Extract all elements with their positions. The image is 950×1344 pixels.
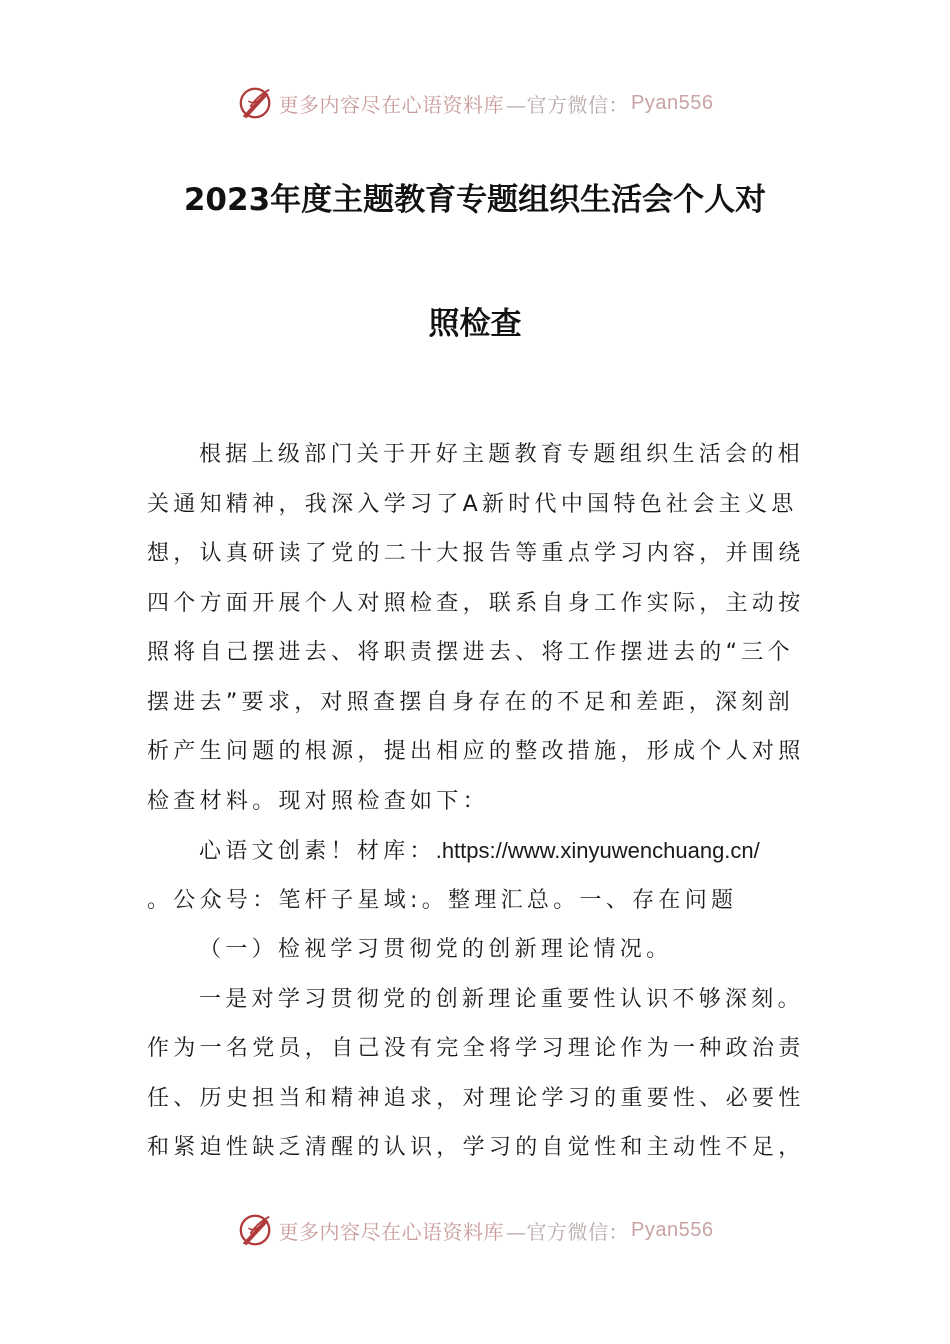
watermark-official-label: —官方微信： [506,92,630,117]
body-line: 和紧迫性缺乏清醒的认识，学习的自觉性和主动性不足， [147,1135,805,1160]
document-title-line-1: 2023年度主题教育专题组织生活会个人对 [183,182,767,218]
body-line: 照将自己摆进去、将职责摆进去、将工作摆进去的“三个 [147,640,794,665]
body-line: 根据上级部门关于开好主题教育专题组织生活会的相 [199,442,804,467]
watermark-official-label: —官方微信： [506,1219,630,1244]
source-line [147,826,807,876]
body-line: 析产生问题的根源，提出相应的整改措施，形成个人对照 [147,739,805,764]
body-line: 四个方面开展个人对照检查，联系自身工作实际，主动按 [147,590,805,616]
watermark-header [0,83,950,123]
body-line: 想，认真研读了党的二十大报告等重点学习内容，并围绕 [147,541,805,566]
source-label: 心语文创素！材库： [199,839,436,864]
body-line: 作为一名党员，自己没有完全将学习理论作为一种政治责 [147,1036,805,1061]
body-line: 一是对学习贯彻党的创新理论重要性认识不够深刻。 [199,986,804,1012]
watermark-wechat-id: Pyan556 [631,91,714,114]
watermark-wechat-id: Pyan556 [631,1218,714,1241]
watermark-footer [0,1210,950,1250]
body-line: 检查材料。现对照检查如下： [147,788,489,814]
document-body [147,430,807,1173]
quill-logo-icon [237,84,275,122]
body-line: 摆进去”要求，对照查摆自身存在的不足和差距，深刻剖 [147,689,794,715]
body-line: 任、历史担当和精神追求，对理论学习的重要性、必要性 [147,1085,805,1111]
body-line: 关通知精神，我深入学习了A新时代中国特色社会主义思 [147,491,798,517]
document-title-line-2: 照检查 [428,306,522,342]
body-line: 。公众号：笔杆子星域:。整理汇总。一、存在问题 [147,887,738,913]
quill-logo-icon [237,1211,275,1249]
source-url: .https://www.xinyuwenchuang.cn/ [435,838,760,863]
watermark-text: 更多内容尽在心语资料库 [278,1219,505,1244]
watermark-text: 更多内容尽在心语资料库 [278,92,505,117]
section-heading: （一）检视学习贯彻党的创新理论情况。 [199,937,673,962]
